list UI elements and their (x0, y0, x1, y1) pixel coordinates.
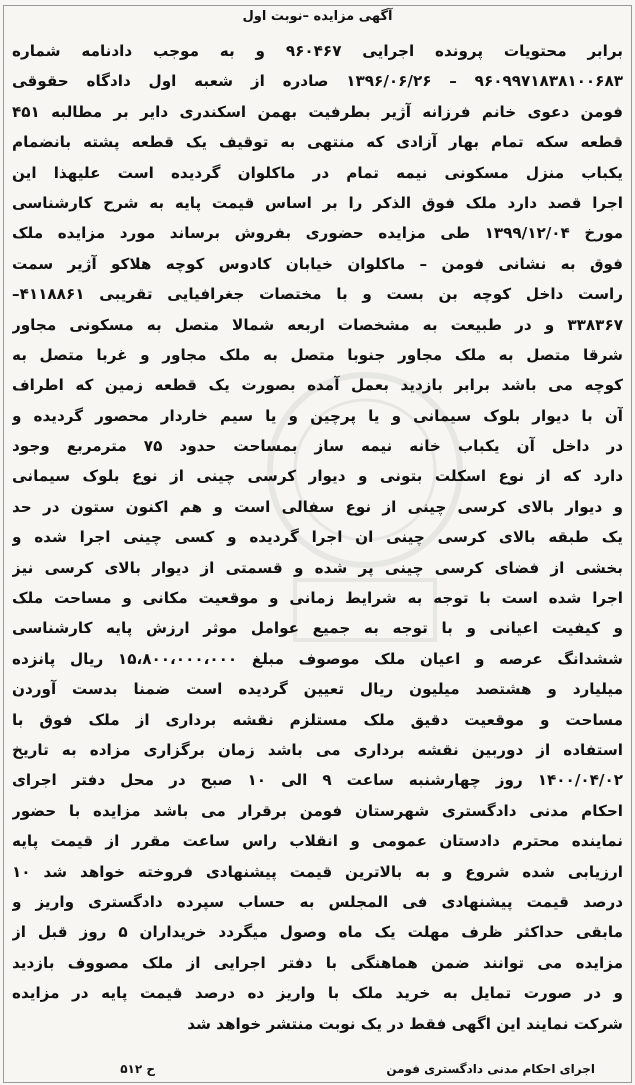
notice-line: ۹۶۰۹۹۷۱۸۳۸۱۰۰۶۸۳ – ۱۳۹۶/۰۶/۲۶ صادره از شعبه اول دادگاه حقوقی (12, 72, 623, 91)
notice-title: آگهی مزایده –نوبت اول (242, 9, 393, 24)
notice-line: در داخل آن یکباب خانه نیمه ساز بمساحت حدود ۷۵ مترمربع وجود (12, 437, 623, 456)
notice-line: قطعه سکه تمام بهار آزادی که منتهی به توقیف یک قطعه پشته بانضمام (12, 133, 623, 152)
notice-line: مابقی حداکثر ظرف مهلت یک ماه وصول میگردد خریداران ۵ روز قبل از (12, 923, 623, 942)
notice-line: ششدانگ عرصه و اعیان ملک موصوف مبلغ ۱۵،۸۰۰،۰۰۰،۰۰۰ ریال پانزده (12, 649, 623, 668)
notice-line: نماینده محترم دادستان عمومی و انقلاب راس ساعت مقرر از قیمت پایه (12, 832, 623, 851)
notice-line: اجرا شده است با توجه به شرایط زمانی و موقعیت مکانی و مساحت ملک (12, 589, 623, 608)
notice-line: مورخ ۱۳۹۹/۱۲/۰۴ طی مزایده حضوری بفروش برساند مورد مزایده ملک (12, 224, 623, 243)
notice-line: اجرا قصد دارد ملک فوق الذکر را بر اساس قیمت پایه به شرح کارشناسی (12, 193, 623, 212)
notice-line: و در صورت تمایل به خرید ملک با واریز ده درصد قیمت پایه در مزایده (12, 984, 623, 1003)
notice-line: میلیارد و هشتصد میلیون ریال تعیین گردیده است ضمنا بدست آوردن (12, 680, 623, 699)
notice-line: و دیوار بالای کرسی چینی از نوع سفالی است و هم اکنون ستون در حد (12, 497, 623, 516)
notice-code: ح ۵۱۲ (120, 1062, 155, 1076)
notice-line: فوق به نشانی فومن – ماکلوان خیابان کادوس کوچه هلاکو آژیر سمت (12, 254, 623, 273)
notice-line: فومن دعوی خانم فرزانه آژیر بطرفیت بهمن اسکندری دایر بر مطالبه ۴۵۱ (12, 102, 623, 121)
notice-line: یک طبقه بالای کرسی چینی ان اجرا گردیده و کسی چینی اجرا شده و (12, 528, 623, 547)
notice-line: یکباب منزل مسکونی نیمه تمام در ماکلوان گردیده است علیهذا این (12, 163, 623, 182)
notice-line: و کیفیت اعیانی و با توجه به جمیع عوامل موثر ارزش پایه کارشناسی (12, 619, 623, 638)
notice-line: شرقا متصل به ملک مجاور جنوبا متصل به ملک مجاور و غربا متصل به (12, 345, 623, 364)
notice-line: شرکت نمایند این اگهی فقط در یک نوبت منتشر خواهد شد (187, 1014, 623, 1033)
notice-line: دارد که از نوع اسکلت بتونی و دیوار کرسی چینی از نوع بلوک سیمانی (12, 467, 623, 486)
notice-line: ۳۳۸۳۶۷ و در طبیعت به مشخصات اربعه شمالا متصل به مسکونی مجاور (12, 315, 623, 334)
notice-line: مزایده می توانند ضمن هماهنگی با دفتر اجرایی از ملک مصووف بازدید (12, 953, 623, 972)
notice-line: درصد قیمت پیشنهادی فی المجلس به حساب سپرده دادگستری واریز و (12, 892, 623, 911)
notice-body (12, 36, 623, 1039)
notice-line: برابر محتویات پرونده اجرایی ۹۶۰۴۶۷ و به موجب دادنامه شماره (12, 42, 623, 60)
notice-line: ۱۴۰۰/۰۴/۰۲ روز چهارشنبه ساعت ۹ الی ۱۰ صبح در محل دفتر اجرای (12, 771, 623, 790)
notice-line: استفاده از دوربین نقشه برداری می باشد زمان برگزاری مزاده به تاریخ (12, 740, 623, 759)
notice-line: آن با دیوار بلوک سیمانی و یا پرچین و یا سیم خاردار محصور گردیده و (12, 406, 623, 425)
notice-line: بخشی از فضای کرسی چینی پر شده و قسمتی از دیوار بالای کرسی نیز (12, 558, 623, 577)
notice-line: مساحت و موقعیت دقیق ملک مستلزم نقشه برداری از ملک فوق با (12, 710, 623, 729)
notice-line: احکام مدنی دادگستری شهرستان فومن برقرار می باشد مزایده با حضور (12, 801, 623, 820)
notice-line: کوچه می باشد برابر بازدید بعمل آمده بصورت یک قطعه زمین که اطراف (12, 376, 623, 395)
notice-line: ارزیابی شده شروع و به بالاترین قیمت پیشنهادی فروخته خواهد شد ۱۰ (12, 862, 623, 881)
notice-line: راست داخل کوچه بن بست و با مختصات جغرافیایی تقریبی ۴۱۱۸۸۶۱– (12, 285, 623, 304)
issuer-name: اجرای احکام مدنی دادگستری فومن (386, 1062, 595, 1076)
